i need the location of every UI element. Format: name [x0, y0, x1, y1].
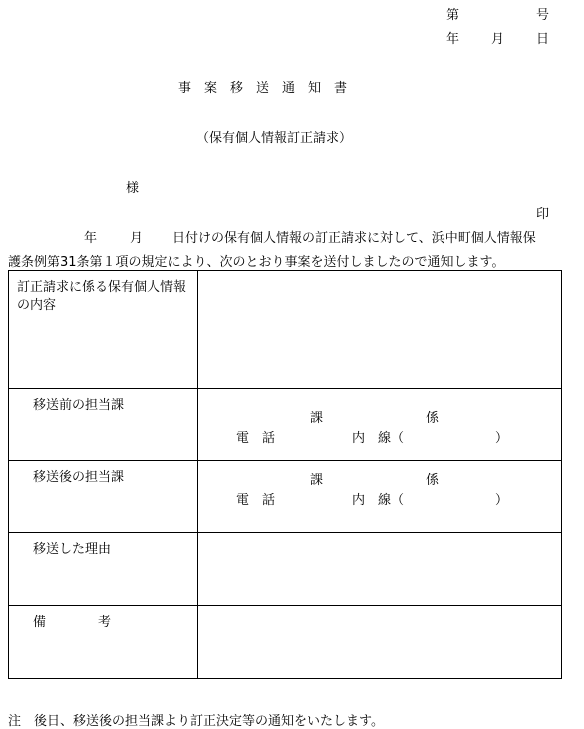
after-dept-label-cell [9, 461, 198, 533]
after-dept-ka: 課 [310, 473, 324, 488]
content-label-cell [9, 271, 198, 389]
table-row-reason [9, 533, 562, 606]
document-title: 事 案 移 送 通 知 書 [178, 81, 348, 96]
reason-label-cell [9, 533, 198, 606]
table-row-remarks [9, 606, 562, 679]
seal-label: 印 [536, 207, 550, 222]
body-year: 年 [84, 231, 98, 246]
year-label: 年 [446, 32, 460, 47]
footer-note: 注 後日、移送後の担当課より訂正決定等の通知をいたします。 [8, 714, 384, 729]
table-row-after-dept [9, 461, 562, 533]
reason-label: 移送した理由 [33, 542, 112, 557]
transfer-info-table [8, 270, 562, 679]
month-label: 月 [491, 32, 505, 47]
remarks-value-cell[interactable] [198, 606, 562, 679]
after-dept-value-cell[interactable] [198, 461, 562, 533]
body-line2: 護条例第31条第１項の規定により、次のとおり事案を送付しましたので通知します。 [8, 255, 505, 270]
before-dept-ka: 課 [310, 411, 324, 426]
remarks-label: 備 考 [33, 615, 112, 630]
recipient-suffix: 様 [126, 181, 140, 196]
remarks-label-cell [9, 606, 198, 679]
after-dept-kakari: 係 [426, 473, 440, 488]
content-label: 訂正請求に係る保有個人情報の内容 [17, 280, 187, 313]
document-subtitle: （保有個人情報訂正請求） [196, 131, 353, 146]
after-dept-ext: 内 線（ ） [352, 493, 509, 508]
day-label: 日 [536, 32, 550, 47]
reason-value-cell[interactable] [198, 533, 562, 606]
before-dept-label-cell [9, 389, 198, 461]
before-dept-kakari: 係 [426, 411, 440, 426]
body-line1: 日付けの保有個人情報の訂正請求に対して、浜中町個人情報保 [172, 231, 536, 246]
before-dept-label: 移送前の担当課 [33, 398, 125, 413]
number-suffix: 号 [536, 8, 550, 23]
after-dept-label: 移送後の担当課 [33, 470, 125, 485]
before-dept-value-cell[interactable] [198, 389, 562, 461]
table-row-before-dept [9, 389, 562, 461]
body-month: 月 [130, 231, 144, 246]
before-dept-tel: 電 話 [236, 431, 276, 446]
after-dept-tel: 電 話 [236, 493, 276, 508]
content-value-cell[interactable] [198, 271, 562, 389]
before-dept-ext: 内 線（ ） [352, 431, 509, 446]
table-row-content [9, 271, 562, 389]
number-label: 第 [446, 8, 460, 23]
